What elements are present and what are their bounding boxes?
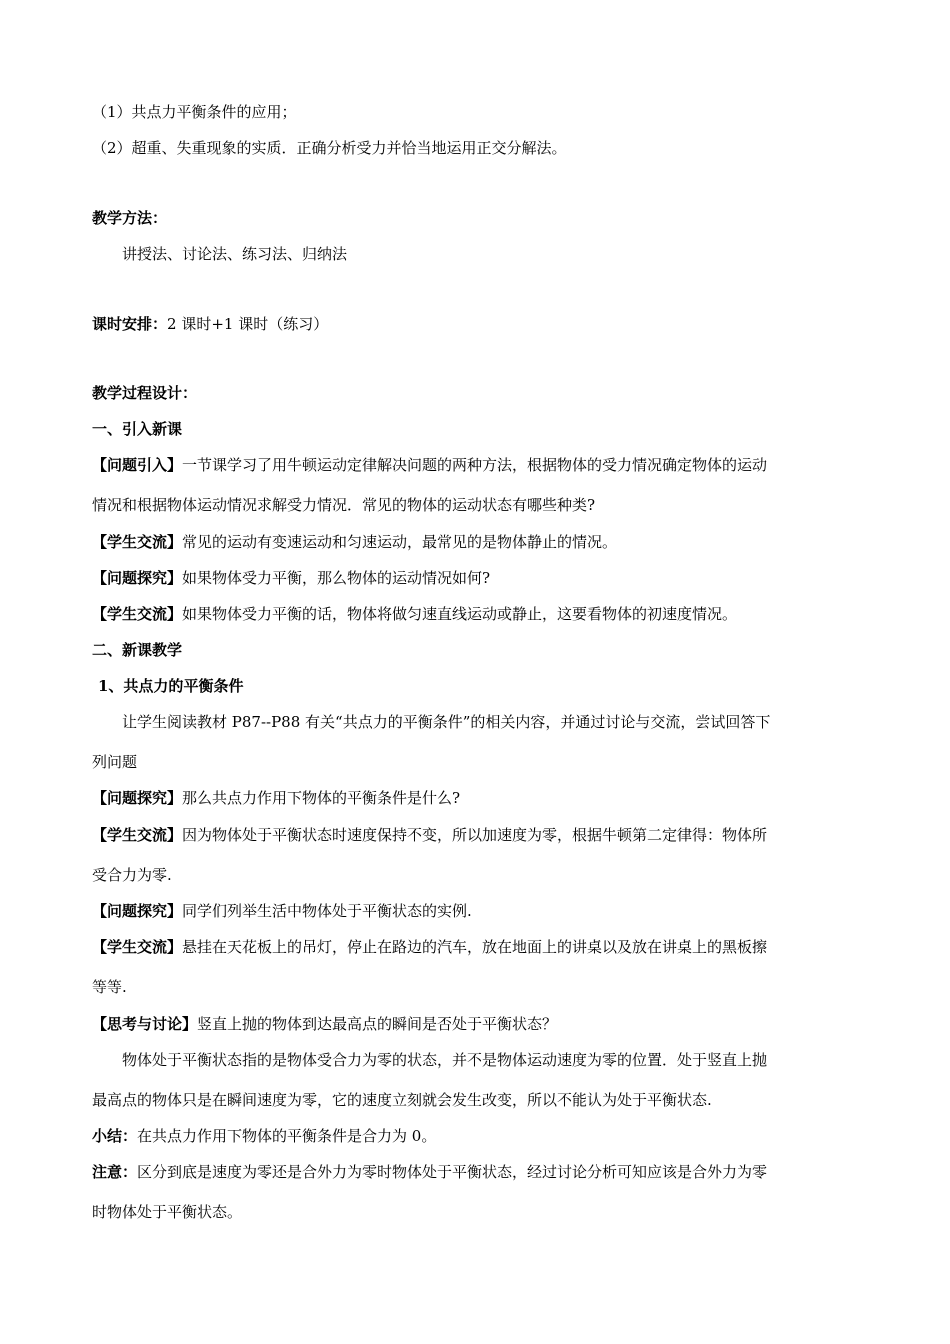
note-text: 区分到底是速度为零还是合外力为零时物体处于平衡状态，经过讨论分析可知应该是合外力为零 bbox=[137, 1163, 768, 1181]
student-exchange-text: 常见的运动有变速运动和匀速运动，最常见的是物体静止的情况。 bbox=[182, 533, 618, 551]
student-exchange-tag: 【学生交流】 bbox=[92, 605, 183, 623]
student-exchange-1 bbox=[92, 532, 617, 552]
question-explore-3 bbox=[92, 901, 472, 921]
student-exchange-3 bbox=[92, 825, 767, 845]
method-heading: 教学方法： bbox=[92, 209, 168, 227]
think-discuss bbox=[92, 1014, 557, 1034]
objective-item-2: （2）超重、失重现象的实质．正确分析受力并恰当地运用正交分解法。 bbox=[92, 139, 567, 157]
question-intro-paragraph bbox=[92, 455, 767, 475]
question-intro-tag: 【问题引入】 bbox=[92, 456, 183, 474]
student-exchange-tag: 【学生交流】 bbox=[92, 533, 183, 551]
student-exchange-text: 因为物体处于平衡状态时速度保持不变，所以加速度为零，根据牛顿第二定律得：物体所 bbox=[182, 826, 768, 844]
student-exchange-2 bbox=[92, 604, 737, 624]
note-paragraph bbox=[92, 1162, 767, 1182]
reading-continuation: 列问题 bbox=[92, 753, 138, 771]
think-discuss-text: 竖直上抛的物体到达最高点的瞬间是否处于平衡状态？ bbox=[197, 1015, 558, 1033]
schedule-line bbox=[92, 314, 328, 334]
process-heading: 教学过程设计： bbox=[92, 384, 198, 402]
reading-paragraph: 让学生阅读教材 P87--P88 有关“共点力的平衡条件”的相关内容，并通过讨论与交流，尝试回答下 bbox=[122, 713, 771, 731]
explanation-paragraph: 物体处于平衡状态指的是物体受合力为零的状态，并不是物体运动速度为零的位置．处于竖直上抛 bbox=[122, 1051, 768, 1069]
section-2-heading: 二、新课教学 bbox=[92, 641, 183, 659]
question-explore-tag: 【问题探究】 bbox=[92, 902, 183, 920]
question-explore-tag: 【问题探究】 bbox=[92, 789, 183, 807]
student-exchange-3-continuation: 受合力为零. bbox=[92, 866, 172, 884]
student-exchange-4-continuation: 等等. bbox=[92, 978, 127, 996]
question-explore-tag: 【问题探究】 bbox=[92, 569, 183, 587]
student-exchange-tag: 【学生交流】 bbox=[92, 938, 183, 956]
question-explore-1 bbox=[92, 568, 490, 588]
student-exchange-text: 悬挂在天花板上的吊灯，停止在路边的汽车，放在地面上的讲桌以及放在讲桌上的黑板擦 bbox=[182, 938, 768, 956]
question-explore-text: 同学们列举生活中物体处于平衡状态的实例. bbox=[182, 902, 472, 920]
explanation-continuation: 最高点的物体只是在瞬间速度为零，它的速度立刻就会发生改变，所以不能认为处于平衡状态. bbox=[92, 1091, 712, 1109]
question-intro-continuation: 情况和根据物体运动情况求解受力情况．常见的物体的运动状态有哪些种类? bbox=[92, 496, 596, 514]
note-tag: 注意： bbox=[92, 1163, 138, 1181]
method-body: 讲授法、讨论法、练习法、归纳法 bbox=[122, 245, 348, 263]
question-explore-text: 那么共点力作用下物体的平衡条件是什么? bbox=[182, 789, 461, 807]
question-intro-text: 一节课学习了用牛顿运动定律解决问题的两种方法，根据物体的受力情况确定物体的运动 bbox=[182, 456, 768, 474]
student-exchange-4 bbox=[92, 937, 767, 957]
summary-line bbox=[92, 1126, 436, 1146]
think-discuss-tag: 【思考与讨论】 bbox=[92, 1015, 198, 1033]
objective-item-1: （1）共点力平衡条件的应用； bbox=[92, 103, 297, 121]
note-continuation: 时物体处于平衡状态。 bbox=[92, 1203, 243, 1221]
student-exchange-tag: 【学生交流】 bbox=[92, 826, 183, 844]
section-1-heading: 一、引入新课 bbox=[92, 420, 183, 438]
question-explore-2 bbox=[92, 788, 460, 808]
summary-tag: 小结： bbox=[92, 1127, 138, 1145]
question-explore-text: 如果物体受力平衡，那么物体的运动情况如何? bbox=[182, 569, 491, 587]
student-exchange-text: 如果物体受力平衡的话，物体将做匀速直线运动或静止，这要看物体的初速度情况。 bbox=[182, 605, 738, 623]
summary-text: 在共点力作用下物体的平衡条件是合力为 0。 bbox=[137, 1127, 437, 1145]
schedule-value: 2 课时+1 课时（练习） bbox=[167, 315, 329, 333]
schedule-label: 课时安排： bbox=[92, 315, 168, 333]
subsection-1-heading: 1、共点力的平衡条件 bbox=[98, 677, 244, 695]
